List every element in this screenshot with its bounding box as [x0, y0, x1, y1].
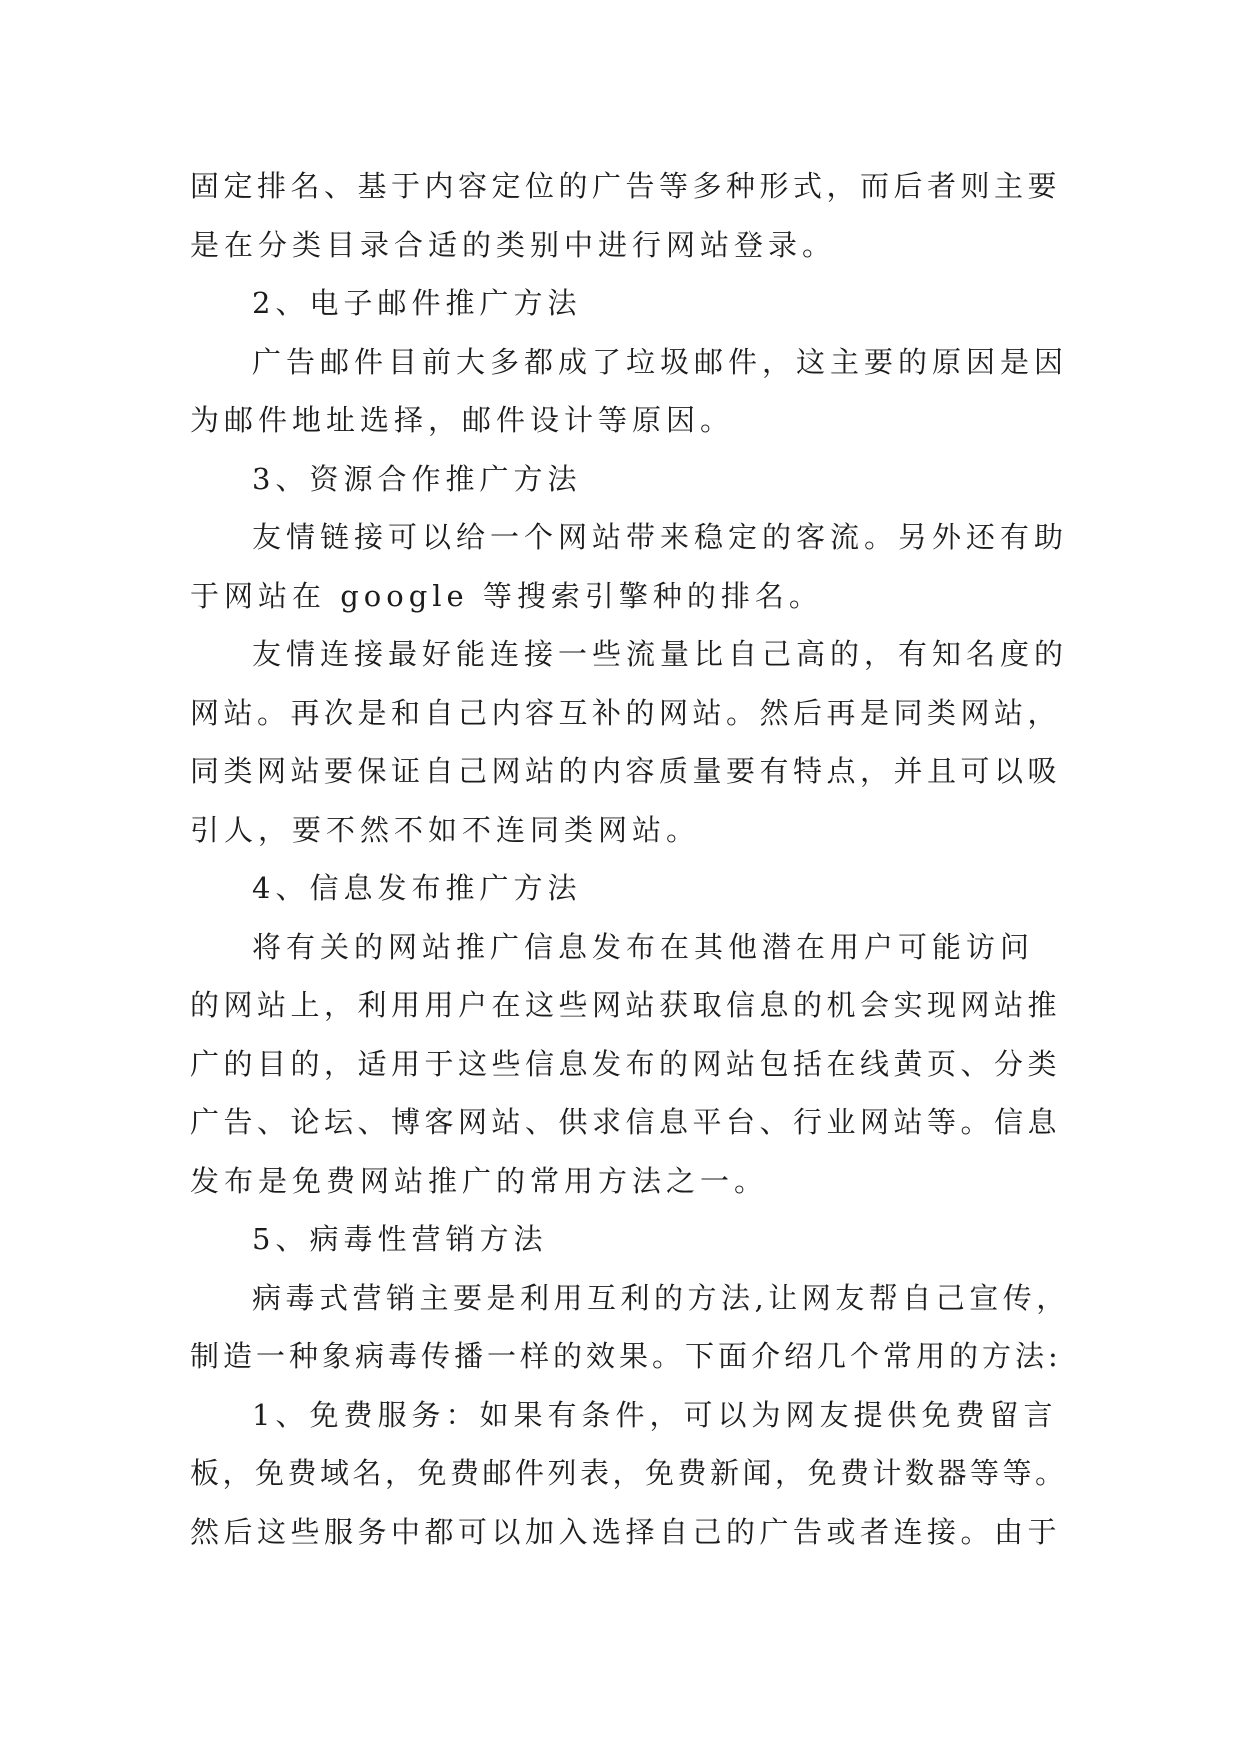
paragraph-line-first: 广告邮件目前大多都成了垃圾邮件，这主要的原因是因 [252, 344, 1069, 379]
paragraph-line: 同类网站要保证自己网站的内容质量要有特点，并且可以吸 [190, 754, 1062, 788]
paragraph-line-first: 3、资源合作推广方法 [252, 461, 582, 496]
paragraph-line: 于网站在 google 等搜索引擎种的排名。 [190, 578, 823, 613]
paragraph-line: 广的目的，适用于这些信息发布的网站包括在线黄页、分类 [190, 1046, 1062, 1081]
paragraph-line: 网站。再次是和自己内容互补的网站。然后再是同类网站， [190, 695, 1062, 730]
paragraph-line: 是在分类目录合适的类别中进行网站登录。 [190, 227, 837, 262]
paragraph-line: 引人，要不然不如不连同类网站。 [190, 812, 701, 847]
paragraph-line: 固定排名、基于内容定位的广告等多种形式，而后者则主要 [190, 169, 1062, 203]
paragraph-line-first: 友情连接最好能连接一些流量比自己高的，有知名度的 [252, 637, 1069, 671]
paragraph-line-first: 5、病毒性营销方法 [252, 1222, 548, 1256]
paragraph-line: 制造一种象病毒传播一样的效果。下面介绍几个常用的方法: [190, 1339, 1062, 1373]
document-body [190, 157, 1070, 1561]
paragraph-line-first: 4、信息发布推广方法 [252, 871, 582, 905]
paragraph-line: 的网站上，利用用户在这些网站获取信息的机会实现网站推 [190, 988, 1062, 1022]
paragraph-line: 然后这些服务中都可以加入选择自己的广告或者连接。由于 [190, 1514, 1062, 1549]
paragraph-line-first: 友情链接可以给一个网站带来稳定的客流。另外还有助 [252, 520, 1069, 554]
paragraph-line-first: 将有关的网站推广信息发布在其他潜在用户可能访问 [252, 929, 1035, 964]
paragraph-line-first: 1、免费服务：如果有条件，可以为网友提供免费留言 [252, 1397, 1058, 1432]
paragraph-line: 发布是免费网站推广的常用方法之一。 [190, 1163, 769, 1198]
paragraph-line: 板，免费域名，免费邮件列表，免费新闻，免费计数器等等。 [190, 1456, 1068, 1490]
paragraph-line: 为邮件地址选择，邮件设计等原因。 [190, 403, 735, 437]
paragraph-line-first: 病毒式营销主要是利用互利的方法,让网友帮自己宣传， [252, 1280, 1070, 1315]
paragraph-line-first: 2、电子邮件推广方法 [252, 286, 582, 320]
paragraph-line: 广告、论坛、博客网站、供求信息平台、行业网站等。信息 [190, 1105, 1062, 1139]
